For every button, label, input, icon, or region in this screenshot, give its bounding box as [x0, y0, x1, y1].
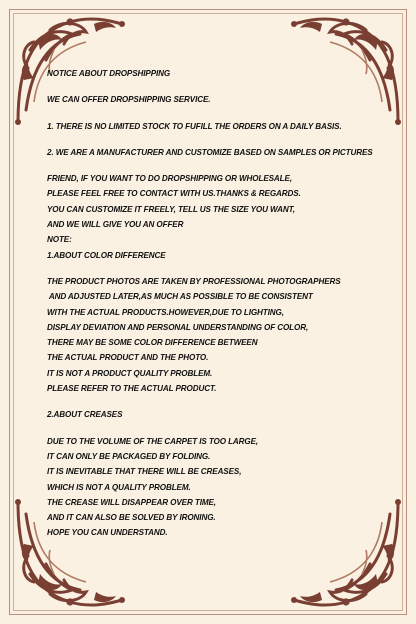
- color-line: PLEASE REFER TO THE ACTUAL PRODUCT.: [47, 384, 217, 394]
- notice-text-block: [47, 66, 397, 541]
- crease-line: AND IT CAN ALSO BE SOLVED BY IRONING.: [47, 513, 216, 523]
- notice-offer: WE CAN OFFER DROPSHIPPING SERVICE.: [47, 95, 211, 105]
- note-label: NOTE:: [47, 235, 72, 245]
- notice-point-1: 1. THERE IS NO LIMITED STOCK TO FUFILL THE ORDERS ON A DAILY BASIS.: [47, 121, 342, 131]
- friend-line: AND WE WILL GIVE YOU AN OFFER: [47, 220, 184, 230]
- color-line: AND ADJUSTED LATER,AS MUCH AS POSSIBLE TO BE CONSISTENT: [47, 292, 313, 302]
- crease-line: THE CREASE WILL DISAPPEAR OVER TIME,: [47, 497, 216, 507]
- color-line: IT IS NOT A PRODUCT QUALITY PROBLEM.: [47, 368, 213, 378]
- color-line: DISPLAY DEVIATION AND PERSONAL UNDERSTANDING OF COLOR,: [47, 322, 309, 332]
- color-line: THERE MAY BE SOME COLOR DIFFERENCE BETWEEN: [47, 338, 258, 348]
- friend-line: PLEASE FEEL FREE TO CONTACT WITH US.THANKS & REGARDS.: [47, 189, 301, 199]
- color-line: WITH THE ACTUAL PRODUCTS.HOWEVER,DUE TO LIGHTING,: [47, 307, 284, 317]
- crease-line: HOPE YOU CAN UNDERSTAND.: [47, 528, 168, 538]
- spacer: [47, 108, 397, 119]
- spacer: [47, 396, 397, 407]
- spacer: [47, 423, 397, 434]
- crease-line: WHICH IS NOT A QUALITY PROBLEM.: [47, 482, 191, 492]
- crease-line: IT CAN ONLY BE PACKAGED BY FOLDING.: [47, 451, 211, 461]
- crease-line: IT IS INEVITABLE THAT THERE WILL BE CREASES,: [47, 467, 242, 477]
- friend-line: FRIEND, IF YOU WANT TO DO DROPSHIPPING OR WHOLESALE,: [47, 174, 292, 184]
- notice-title: NOTICE ABOUT DROPSHIPPING: [47, 69, 171, 78]
- creases-heading: 2.ABOUT CREASES: [47, 410, 123, 420]
- spacer: [47, 81, 397, 92]
- spacer: [47, 134, 397, 145]
- notice-point-2: 2. WE ARE A MANUFACTURER AND CUSTOMIZE BASED ON SAMPLES OR PICTURES: [47, 147, 373, 157]
- color-line: THE PRODUCT PHOTOS ARE TAKEN BY PROFESSIONAL PHOTOGRAPHERS: [47, 276, 341, 286]
- spacer: [47, 160, 397, 171]
- color-line: THE ACTUAL PRODUCT AND THE PHOTO.: [47, 353, 209, 363]
- spacer: [47, 263, 397, 274]
- friend-line: YOU CAN CUSTOMIZE IT FREELY, TELL US THE SIZE YOU WANT,: [47, 204, 295, 214]
- crease-line: DUE TO THE VOLUME OF THE CARPET IS TOO LARGE,: [47, 436, 259, 446]
- color-difference-heading: 1.ABOUT COLOR DIFFERENCE: [47, 250, 166, 260]
